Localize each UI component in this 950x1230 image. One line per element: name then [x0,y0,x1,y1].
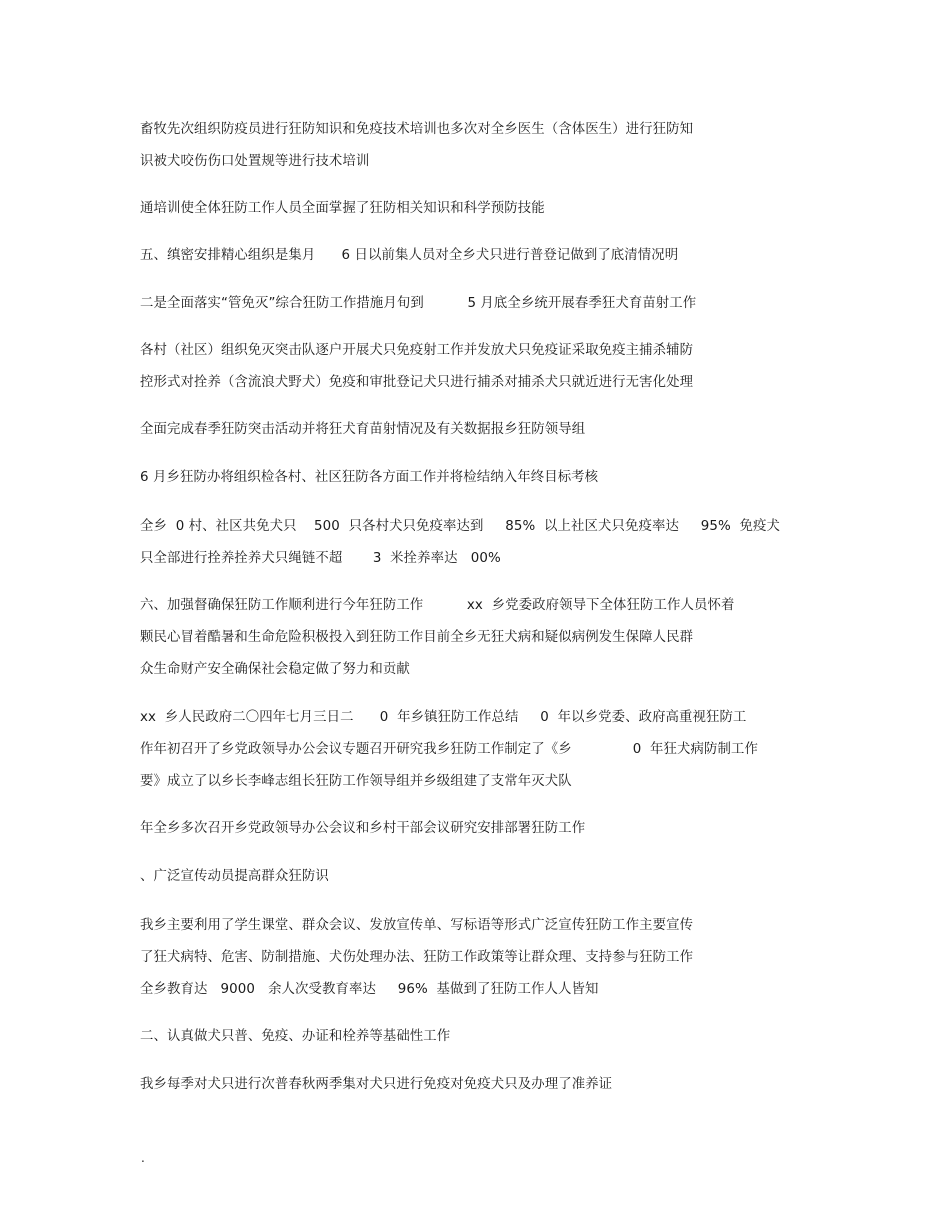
text-line: 控形式对拴养（含流浪犬野犬）免疫和审批登记犬只进行捕杀对捕杀犬只就近进行无害化处理 [140,375,694,390]
paragraph-8 [140,511,840,575]
paragraph-3 [140,240,840,272]
text-line: 全乡教育达 9000 余人次受教育率达 96% 基做到了狂防工作人人皆知 [140,982,599,997]
text-line: xx 乡人民政府二〇四年七月三日二 0 年乡镇狂防工作总结 0 年以乡党委、政府高重视狂防工 [140,710,747,725]
text-line: 各村（社区）组织免灭突击队逐户开展犬只免疫射工作并发放犬只免疫证采取免疫主捕杀辅防 [140,343,694,358]
text-line: 全面完成春季狂防突击活动并将狂犬育苗射情况及有关数据报乡狂防领导组 [140,422,586,437]
text-line: 作年初召开了乡党政领导办公会议专题召开研究我乡狂防工作制定了《乡 0 年狂犬病防制工作 [140,742,758,757]
paragraph-4 [140,288,840,320]
text-line: 五、缜密安排精心组织是集月 6 日以前集人员对全乡犬只进行普登记做到了底清情况明 [140,248,679,263]
text-line: 六、加强督确保狂防工作顺利进行今年狂防工作 xx 乡党委政府领导下全体狂防工作人员怀着 [140,598,735,613]
text-line: 全乡 0 村、社区共免犬只 500 只各村犬只免疫率达到 85% 以上社区犬只免疫率达 95% 免疫犬 [140,519,780,534]
text-line: 畜牧先次组织防疫员进行狂防知识和免疫技术培训也多次对全乡医生（含体医生）进行狂防知 [140,122,694,137]
text-line: 我乡主要利用了学生课堂、群众会议、发放宣传单、写标语等形式广泛宣传狂防工作主要宣传 [140,918,694,933]
paragraph-13 [140,910,840,1006]
text-line: 通培训使全体狂防工作人员全面掌握了狂防相关知识和科学预防技能 [140,201,545,216]
paragraph-12 [140,861,840,893]
text-line: 要》成立了以乡长李峰志组长狂防工作领导组并乡级组建了支常年灭犬队 [140,774,572,789]
paragraph-5 [140,335,840,399]
text-line: 我乡每季对犬只进行次普春秋两季集对犬只进行免疫对免疫犬只及办理了准养证 [140,1077,613,1092]
paragraph-11 [140,813,840,845]
text-line: 识被犬咬伤伤口处置规等进行技术培训 [140,154,370,169]
text-line: 6 月乡狂防办将组织检各村、社区狂防各方面工作并将检结纳入年终目标考核 [140,470,599,485]
paragraph-2 [140,193,840,225]
text-line: 、广泛宣传动员提高群众狂防识 [140,869,329,884]
text-line: 年全乡多次召开乡党政领导办公会议和乡村干部会议研究安排部署狂防工作 [140,821,586,836]
paragraph-15 [140,1069,840,1101]
text-line: 众生命财产安全确保社会稳定做了努力和贡献 [140,662,410,677]
paragraph-10 [140,702,840,798]
footer-mark: . [141,1151,145,1165]
paragraph-9 [140,590,840,686]
paragraph-14 [140,1021,840,1053]
text-line: 二是全面落实“管免灭”综合狂防工作措施月旬到 5 月底全乡统开展春季狂犬育苗射工作 [140,296,697,311]
text-line: 了狂犬病特、危害、防制措施、犬伤处理办法、狂防工作政策等让群众理、支持参与狂防工作 [140,950,694,965]
text-line: 颗民心冒着酷暑和生命危险积极投入到狂防工作目前全乡无狂犬病和疑似病例发生保障人民群 [140,630,694,645]
text-line: 只全部进行拴养拴养犬只绳链不超 3 米拴养率达 00% [140,551,501,566]
paragraph-6 [140,414,840,446]
paragraph-7 [140,462,840,494]
text-line: 二、认真做犬只普、免疫、办证和栓养等基础性工作 [140,1029,451,1044]
paragraph-1 [140,114,840,178]
